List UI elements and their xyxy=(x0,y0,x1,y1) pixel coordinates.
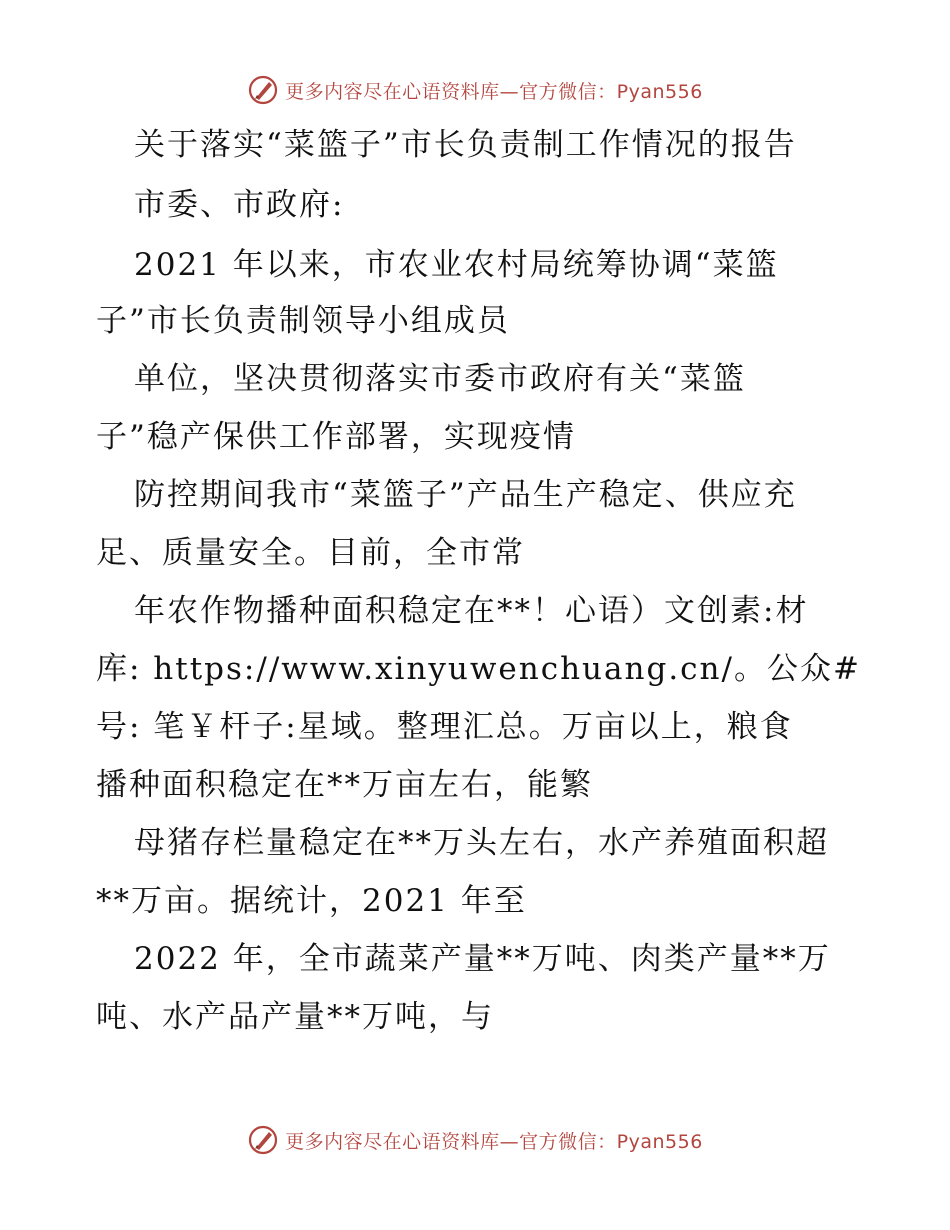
footer-banner xyxy=(0,1122,950,1158)
paragraph-line: 2021 年以来，市农业农村局统筹协调“菜篮 xyxy=(134,247,779,283)
paragraph-line: 子”稳产保供工作部署，实现疫情 xyxy=(96,419,576,455)
quill-pen-logo-icon xyxy=(247,74,279,106)
header-banner-text: 更多内容尽在心语资料库—官方微信：Pyan556 xyxy=(285,80,703,103)
header-banner xyxy=(0,72,950,108)
paragraph-line: 足、质量安全。目前，全市常 xyxy=(96,535,525,571)
paragraph-line: 单位，坚决贯彻落实市委市政府有关“菜篮 xyxy=(134,361,746,397)
paragraph-line: 2022 年，全市蔬菜产量**万吨、肉类产量**万 xyxy=(134,941,831,977)
document-title: 关于落实“菜篮子”市长负责制工作情况的报告 xyxy=(134,127,797,163)
paragraph-line: 播种面积稳定在**万亩左右，能繁 xyxy=(96,767,593,803)
paragraph-line: 年农作物播种面积稳定在**！心语）文创素:材 xyxy=(134,593,809,629)
quill-pen-logo-icon xyxy=(247,1124,279,1156)
paragraph-line: 号: 笔￥杆子:星域。整理汇总。万亩以上，粮食 xyxy=(96,709,793,745)
paragraph-line: 库: https://www.xinyuwenchuang.cn/。公众# xyxy=(96,651,861,687)
paragraph-line: 吨、水产品产量**万吨，与 xyxy=(96,999,494,1035)
salutation: 市委、市政府: xyxy=(134,187,345,223)
paragraph-line: **万亩。据统计，2021 年至 xyxy=(96,883,527,919)
paragraph-line: 子”市长负责制领导小组成员 xyxy=(96,303,510,339)
paragraph-line: 防控期间我市“菜篮子”产品生产稳定、供应充 xyxy=(134,477,797,513)
footer-banner-text: 更多内容尽在心语资料库—官方微信：Pyan556 xyxy=(285,1130,703,1153)
paragraph-line: 母猪存栏量稳定在**万头左右，水产养殖面积超 xyxy=(134,825,829,861)
